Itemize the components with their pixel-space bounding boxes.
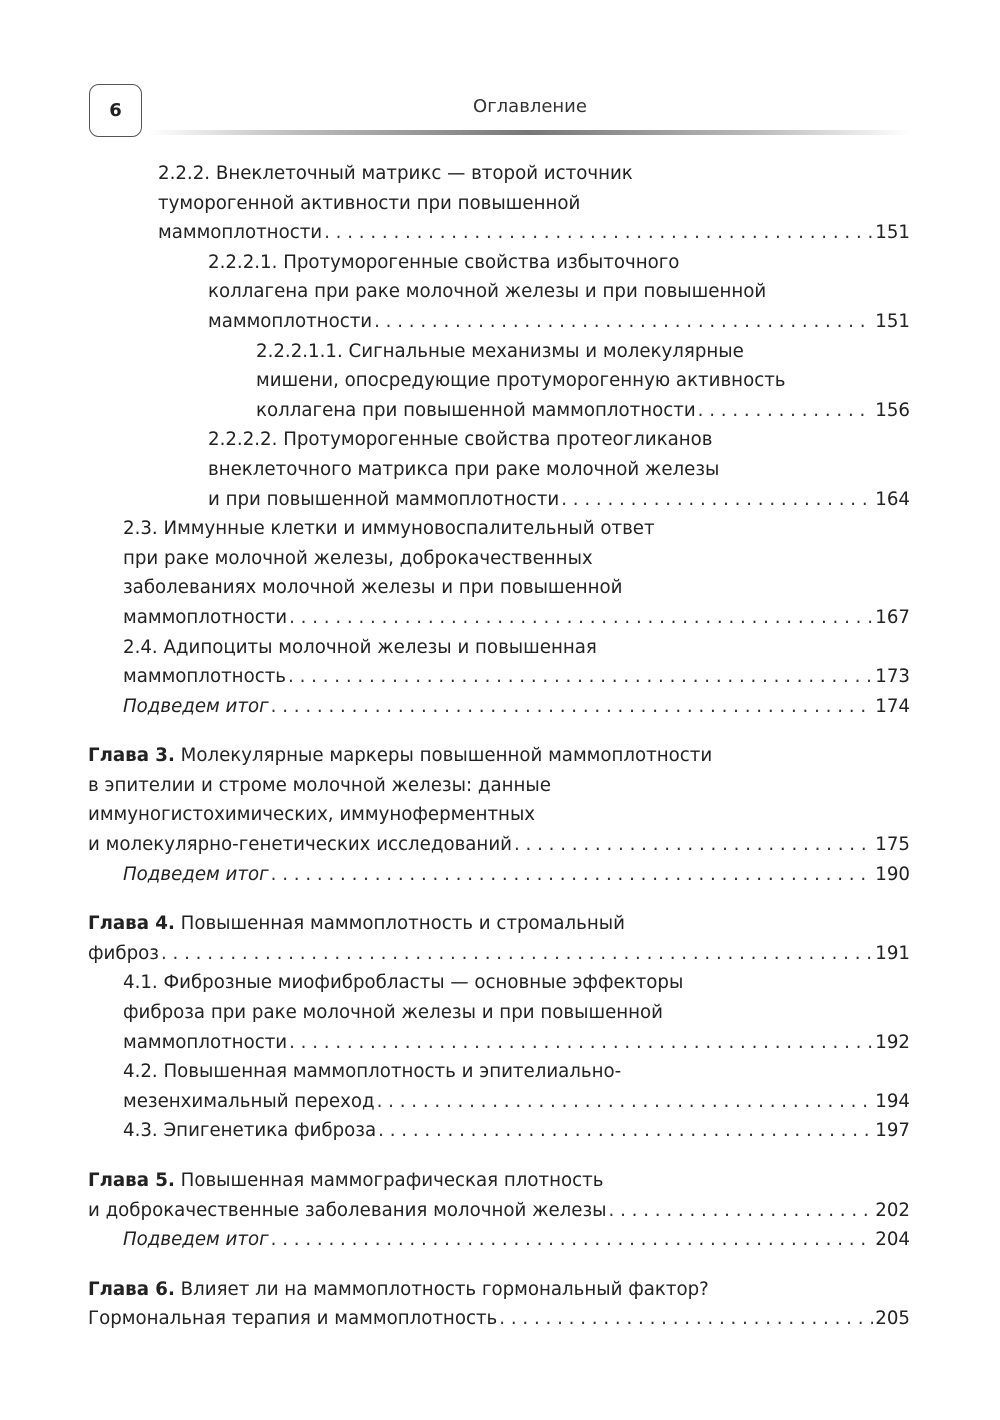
page-number: 6 (89, 84, 142, 137)
toc-line (0, 337, 1000, 367)
toc-line (0, 396, 1000, 426)
toc-line (0, 830, 1000, 860)
toc-page-number: 205 (875, 1308, 910, 1330)
toc-entry-text: маммоплотность (123, 666, 287, 688)
toc-entry-text: и при повышенной маммоплотности (208, 488, 560, 510)
toc-entry-text: коллагена при повышенной маммоплотности (256, 399, 696, 421)
toc-entry-text: заболеваниях молочной железы и при повышенной (123, 577, 623, 599)
dot-leader (161, 939, 873, 969)
toc-entry-text: мишени, опосредующие протуморогенную активность (256, 370, 786, 392)
toc-line (0, 998, 1000, 1028)
toc-entry[interactable] (0, 159, 1000, 248)
table-of-contents (0, 159, 1000, 1334)
toc-line (0, 189, 1000, 219)
dot-leader (271, 1225, 874, 1255)
toc-entry[interactable] (0, 514, 1000, 632)
toc-entry-text: 2.3. Иммунные клетки и иммуновоспалительный ответ (123, 518, 655, 540)
toc-line (0, 1116, 1000, 1146)
toc-line (0, 909, 1000, 939)
toc-page-number: 175 (875, 834, 910, 856)
chapter-label: Глава 5. (88, 1170, 175, 1191)
chapter-label: Глава 3. (88, 745, 175, 767)
toc-entry-text: 2.4. Адипоциты молочной железы и повышенная (123, 636, 597, 658)
toc-entry-text: 2.2.2. Внеклеточный матрикс — второй источник (158, 163, 633, 184)
toc-page-number: 164 (875, 488, 910, 510)
toc-page-number: 204 (875, 1229, 910, 1251)
toc-line (0, 662, 1000, 692)
header-divider (148, 130, 910, 135)
toc-page-number: 156 (875, 399, 910, 421)
toc-entry-text: коллагена при раке молочной железы и при повышенной (208, 281, 767, 303)
dot-leader (561, 485, 873, 515)
toc-entry[interactable] (0, 425, 1000, 514)
toc-entry-text: Гормональная терапия и маммоплотность (88, 1308, 498, 1330)
dot-leader (289, 603, 873, 633)
toc-entry-text: Молекулярные маркеры повышенной маммоплотности (174, 745, 713, 767)
toc-line (0, 1304, 1000, 1334)
toc-line (0, 603, 1000, 633)
toc-line (0, 514, 1000, 544)
toc-line (0, 1087, 1000, 1117)
dot-leader (698, 396, 874, 426)
toc-line (0, 800, 1000, 830)
toc-line (0, 633, 1000, 663)
toc-entry-text: Повышенная маммоплотность и стромальный (174, 913, 625, 935)
toc-page-number: 173 (875, 666, 910, 688)
toc-entry[interactable] (0, 968, 1000, 1057)
toc-entry-text: 4.3. Эпигенетика фиброза (123, 1120, 377, 1142)
toc-page-number: 167 (875, 606, 910, 628)
chapter-label: Глава 6. (88, 1278, 175, 1300)
toc-entry[interactable] (0, 1275, 1000, 1334)
toc-entry-text: 4.2. Повышенная маммоплотность и эпителиально- (123, 1061, 622, 1083)
toc-entry[interactable] (0, 633, 1000, 692)
running-title: Оглавление (473, 96, 587, 117)
toc-line (0, 277, 1000, 307)
toc-entry-text: и доброкачественные заболевания молочной железы (88, 1199, 607, 1221)
dot-leader (288, 662, 873, 692)
toc-page-number: 194 (875, 1090, 910, 1112)
toc-page-number: 151 (875, 310, 910, 332)
toc-page-number: 197 (875, 1120, 910, 1142)
toc-entry-text: Подведем итог (123, 695, 269, 717)
toc-entry-text: фиброз (88, 942, 159, 964)
toc-line (0, 1028, 1000, 1058)
toc-entry-text: Подведем итог (123, 1229, 269, 1251)
toc-line (0, 1057, 1000, 1087)
dot-leader (609, 1196, 874, 1226)
toc-entry[interactable] (0, 692, 1000, 722)
toc-line (0, 248, 1000, 278)
toc-line (0, 1196, 1000, 1226)
toc-page-number: 190 (875, 863, 910, 885)
toc-line (0, 455, 1000, 485)
toc-entry-text: 4.1. Фиброзные миофибробласты — основные эффекторы (123, 972, 684, 994)
toc-entry[interactable] (0, 1116, 1000, 1146)
toc-line (0, 159, 1000, 189)
dot-leader (324, 218, 873, 248)
dot-leader (514, 830, 873, 860)
toc-line (0, 692, 1000, 722)
dot-leader (499, 1304, 873, 1334)
toc-entry[interactable] (0, 248, 1000, 337)
toc-line (0, 1275, 1000, 1305)
toc-entry-text: иммуногистохимических, иммуноферментных (88, 804, 536, 826)
toc-entry[interactable] (0, 909, 1000, 968)
toc-line (0, 1225, 1000, 1255)
toc-line (0, 573, 1000, 603)
toc-page-number: 151 (875, 222, 910, 244)
chapter-label: Глава 4. (88, 913, 175, 935)
dot-leader (271, 860, 874, 890)
toc-line (0, 771, 1000, 801)
toc-entry[interactable] (0, 1166, 1000, 1225)
toc-line (0, 741, 1000, 771)
toc-line (0, 366, 1000, 396)
toc-line (0, 218, 1000, 248)
toc-entry[interactable] (0, 1225, 1000, 1255)
toc-entry[interactable] (0, 337, 1000, 426)
toc-page-number: 202 (875, 1199, 910, 1221)
dot-leader (374, 307, 873, 337)
toc-entry[interactable] (0, 1057, 1000, 1116)
dot-leader (289, 1028, 873, 1058)
toc-entry-text: маммоплотности (123, 606, 288, 628)
toc-line (0, 307, 1000, 337)
toc-entry-text: туморогенной активности при повышенной (158, 192, 581, 214)
toc-entry-text: при раке молочной железы, доброкачественных (123, 547, 593, 569)
dot-leader (377, 1087, 874, 1117)
toc-entry-text: Повышенная маммографическая плотность (174, 1170, 604, 1191)
toc-line (0, 860, 1000, 890)
toc-entry-text: маммоплотности (208, 310, 373, 332)
toc-entry-text: 2.2.2.1. Протуморогенные свойства избыточного (208, 251, 680, 273)
toc-page-number: 192 (875, 1031, 910, 1053)
toc-entry-text: внеклеточного матрикса при раке молочной железы (208, 458, 720, 480)
dot-leader (378, 1116, 873, 1146)
toc-page-number: 174 (875, 695, 910, 717)
toc-line (0, 425, 1000, 455)
toc-line (0, 544, 1000, 574)
toc-entry-text: мезенхимальный переход (123, 1090, 375, 1112)
toc-entry[interactable] (0, 860, 1000, 890)
toc-entry[interactable] (0, 741, 1000, 859)
toc-entry-text: в эпителии и строме молочной железы: данные (88, 774, 551, 796)
toc-line (0, 968, 1000, 998)
toc-line (0, 485, 1000, 515)
dot-leader (271, 692, 874, 722)
toc-entry-text: 2.2.2.1.1. Сигнальные механизмы и молекулярные (256, 340, 744, 362)
toc-entry-text: маммоплотности (123, 1031, 288, 1053)
toc-entry-text: Подведем итог (123, 863, 269, 885)
toc-entry-text: и молекулярно-генетических исследований (88, 834, 512, 856)
toc-line (0, 939, 1000, 969)
toc-entry-text: Влияет ли на маммоплотность гормональный фактор? (174, 1278, 709, 1300)
toc-entry-text: фиброза при раке молочной железы и при повышенной (123, 1002, 664, 1024)
toc-entry-text: маммоплотности (158, 222, 323, 244)
toc-line (0, 1166, 1000, 1196)
toc-entry-text: 2.2.2.2. Протуморогенные свойства протеогликанов (208, 429, 713, 451)
toc-page-number: 191 (875, 942, 910, 964)
